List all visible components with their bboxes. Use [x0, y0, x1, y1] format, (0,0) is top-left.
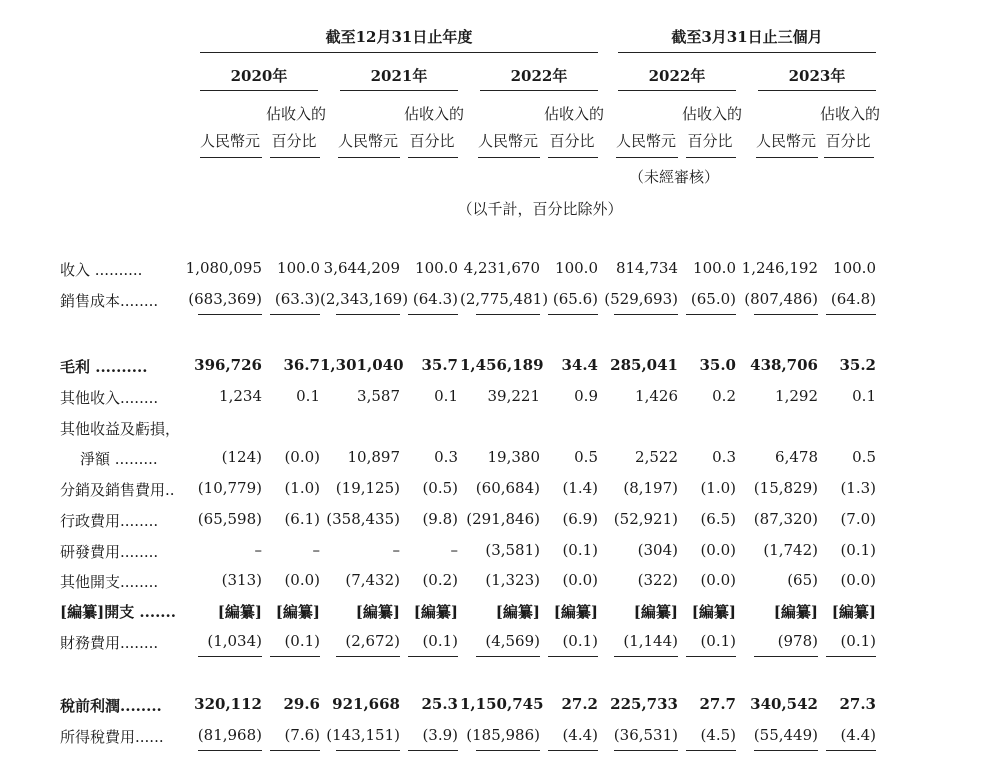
amount-cell: (10,779) [197, 479, 262, 497]
pct-cell: (7.6) [284, 726, 320, 744]
col-pct-header-line2: 百分比 [687, 132, 733, 150]
pct-cell: (0.0) [840, 571, 876, 589]
subtotal-underline [614, 314, 678, 315]
subtotal-underline [548, 750, 598, 751]
subtotal-underline [826, 656, 876, 657]
pct-cell: (6.1) [284, 510, 320, 528]
pct-cell: (3.9) [422, 726, 458, 744]
subtotal-underline [476, 656, 540, 657]
amount-cell: (1,034) [207, 632, 262, 650]
subtotal-underline [336, 656, 400, 657]
pct-cell: (6.9) [562, 510, 598, 528]
amount-cell: 921,668 [332, 695, 400, 713]
col-pct-header-line2: 百分比 [549, 132, 595, 150]
subtotal-underline [270, 656, 320, 657]
subtotal-underline [826, 314, 876, 315]
amount-cell: 396,726 [194, 356, 262, 374]
pct-cell: 0.5 [852, 448, 876, 466]
pct-cell: 36.7 [283, 356, 320, 374]
amount-cell: (65) [787, 571, 818, 589]
pct-cell: 35.0 [699, 356, 736, 374]
amount-cell: 1,292 [775, 387, 818, 405]
pct-cell: 0.1 [296, 387, 320, 405]
col-rmb-header: 人民幣元 [199, 132, 260, 150]
amount-cell: (3,581) [485, 541, 540, 559]
pct-cell: (6.5) [700, 510, 736, 528]
col-underline [686, 157, 736, 158]
pct-cell: 0.2 [712, 387, 736, 405]
row-label: 收入 .......... [60, 261, 143, 279]
amount-cell: 1,150,745 [460, 695, 544, 713]
amount-cell: 6,478 [775, 448, 818, 466]
row-label: 財務費用........ [60, 634, 159, 652]
amount-cell: [編纂] [217, 603, 262, 621]
subtotal-underline [198, 314, 262, 315]
amount-cell: (978) [777, 632, 818, 650]
pct-cell: (1.0) [284, 479, 320, 497]
pct-cell: (4.4) [562, 726, 598, 744]
pct-cell: 35.2 [839, 356, 876, 374]
amount-cell: (2,343,169) [320, 290, 409, 308]
row-label: 銷售成本........ [60, 292, 159, 310]
row-label: [編纂]開支 ....... [60, 603, 176, 621]
amount-cell: 225,733 [610, 695, 678, 713]
pct-cell: (0.1) [422, 632, 458, 650]
amount-cell: (1,742) [763, 541, 818, 559]
year-underline-2021 [340, 90, 458, 91]
pct-cell: [編纂] [553, 603, 598, 621]
col-underline [270, 157, 320, 158]
subtotal-underline [198, 656, 262, 657]
pct-cell: [編纂] [831, 603, 876, 621]
amount-cell: 1,456,189 [460, 356, 544, 374]
year-underline-2020 [200, 90, 318, 91]
amount-cell: (19,125) [335, 479, 400, 497]
group-underline-q [618, 52, 876, 53]
amount-cell: 1,246,192 [741, 259, 818, 277]
pct-cell: [編纂] [413, 603, 458, 621]
pct-cell: (64.3) [412, 290, 458, 308]
pct-cell: 27.2 [561, 695, 598, 713]
col-pct-header-line1: 佔收入的 [544, 105, 605, 123]
pct-cell: (0.1) [562, 541, 598, 559]
amount-cell: (143,151) [326, 726, 400, 744]
amount-cell: (4,569) [485, 632, 540, 650]
pct-cell: (0.5) [422, 479, 458, 497]
col-pct-header-line1: 佔收入的 [404, 105, 465, 123]
row-label: 行政費用........ [60, 512, 159, 530]
pct-cell: [編纂] [275, 603, 320, 621]
col-pct-header-line2: 百分比 [271, 132, 317, 150]
amount-cell: 4,231,670 [463, 259, 540, 277]
col-pct-header-line2: 百分比 [409, 132, 455, 150]
col-pct-header-line1: 佔收入的 [820, 105, 881, 123]
amount-cell: 1,426 [635, 387, 678, 405]
amount-cell: 814,734 [615, 259, 678, 277]
col-rmb-header: 人民幣元 [755, 132, 816, 150]
amount-cell: (313) [221, 571, 262, 589]
amount-cell: [編纂] [495, 603, 540, 621]
pct-cell: (0.0) [562, 571, 598, 589]
row-label: 其他收入........ [60, 389, 159, 407]
amount-cell: 1,080,095 [185, 259, 262, 277]
col-underline [408, 157, 458, 158]
amount-cell: (291,846) [466, 510, 540, 528]
pct-cell: 27.7 [699, 695, 736, 713]
row-label: 毛利 .......... [60, 358, 148, 376]
subtotal-underline [548, 314, 598, 315]
amount-cell: (7,432) [345, 571, 400, 589]
amount-cell: (1,144) [623, 632, 678, 650]
amount-cell: (185,986) [466, 726, 540, 744]
pct-cell: (65.6) [552, 290, 598, 308]
amount-cell: 438,706 [750, 356, 818, 374]
pct-cell: 100.0 [555, 259, 598, 277]
pct-cell: 100.0 [415, 259, 458, 277]
pct-cell: (0.1) [840, 632, 876, 650]
pct-cell: (0.1) [284, 632, 320, 650]
amount-cell: 3,644,209 [323, 259, 400, 277]
row-label: 研發費用........ [60, 543, 159, 561]
col-underline [616, 157, 678, 158]
subtotal-underline [754, 656, 818, 657]
pct-cell: 0.3 [434, 448, 458, 466]
subtotal-underline [686, 314, 736, 315]
pct-cell: (4.4) [840, 726, 876, 744]
year-underline-2022 [480, 90, 598, 91]
amount-cell: (322) [637, 571, 678, 589]
subtotal-underline [476, 314, 540, 315]
subtotal-underline [548, 656, 598, 657]
col-pct-header-line2: 百分比 [825, 132, 871, 150]
subtotal-underline [686, 750, 736, 751]
pct-cell: (1.4) [562, 479, 598, 497]
col-underline [756, 157, 818, 158]
amount-cell: 3,587 [357, 387, 400, 405]
amount-cell: (2,775,481) [460, 290, 549, 308]
subtotal-underline [408, 750, 458, 751]
amount-cell: [編纂] [773, 603, 818, 621]
pct-cell: (0.1) [840, 541, 876, 559]
amount-cell: (60,684) [475, 479, 540, 497]
pct-cell: 100.0 [833, 259, 876, 277]
col-underline [478, 157, 540, 158]
pct-cell: 34.4 [561, 356, 598, 374]
pct-cell: (0.1) [562, 632, 598, 650]
row-label: 所得稅費用...... [60, 728, 164, 746]
year-header-2022: 2022年 [510, 67, 568, 85]
amount-cell: 1,234 [219, 387, 262, 405]
amount-cell: 10,897 [347, 448, 400, 466]
amount-cell: (358,435) [326, 510, 400, 528]
subtotal-underline [476, 750, 540, 751]
pct-cell: 100.0 [693, 259, 736, 277]
pct-cell: 0.1 [852, 387, 876, 405]
quarter-group-header: 截至3月31日止三個月 [671, 28, 823, 46]
row-label: 其他開支........ [60, 573, 159, 591]
pct-cell: (7.0) [840, 510, 876, 528]
amount-cell: [編纂] [355, 603, 400, 621]
col-underline [824, 157, 874, 158]
pct-cell: (4.5) [700, 726, 736, 744]
subtotal-underline [198, 750, 262, 751]
row-label: 稅前利潤........ [60, 697, 162, 715]
subtotal-underline [408, 314, 458, 315]
units-note: （以千計，百分比除外） [457, 200, 623, 218]
col-pct-header-line1: 佔收入的 [266, 105, 327, 123]
subtotal-underline [614, 750, 678, 751]
pct-cell: (0.0) [700, 541, 736, 559]
pct-cell: 27.3 [839, 695, 876, 713]
pct-cell: – [312, 541, 320, 559]
pct-cell: 100.0 [277, 259, 320, 277]
row-label: 淨額 ......... [80, 450, 158, 468]
amount-cell: (807,486) [744, 290, 818, 308]
pct-cell: (0.1) [700, 632, 736, 650]
pct-cell: 0.1 [434, 387, 458, 405]
pct-cell: 0.9 [574, 387, 598, 405]
subtotal-underline [408, 656, 458, 657]
year-header-2021: 2021年 [370, 67, 428, 85]
row-label: 分銷及銷售費用.. [60, 481, 175, 499]
pct-cell: (0.0) [284, 448, 320, 466]
pct-cell: (64.8) [830, 290, 876, 308]
col-rmb-header: 人民幣元 [337, 132, 398, 150]
subtotal-underline [336, 750, 400, 751]
subtotal-underline [270, 750, 320, 751]
amount-cell: 1,301,040 [320, 356, 404, 374]
amount-cell: (65,598) [197, 510, 262, 528]
subtotal-underline [754, 750, 818, 751]
col-underline [200, 157, 262, 158]
amount-cell: [編纂] [633, 603, 678, 621]
year-header-2022-q: 2022年 [648, 67, 706, 85]
amount-cell: (52,921) [613, 510, 678, 528]
pct-cell: (63.3) [274, 290, 320, 308]
year-underline-2022-q [618, 90, 736, 91]
year-underline-2023-q [758, 90, 876, 91]
amount-cell: (683,369) [188, 290, 262, 308]
amount-cell: 39,221 [487, 387, 540, 405]
amount-cell: (87,320) [753, 510, 818, 528]
subtotal-underline [614, 656, 678, 657]
pct-cell: (1.3) [840, 479, 876, 497]
col-underline [548, 157, 598, 158]
year-header-2020: 2020年 [230, 67, 288, 85]
unaudited-note: （未經審核） [628, 168, 719, 186]
amount-cell: (8,197) [623, 479, 678, 497]
pct-cell: 35.7 [421, 356, 458, 374]
pct-cell: (9.8) [422, 510, 458, 528]
amount-cell: – [392, 541, 400, 559]
amount-cell: 19,380 [487, 448, 540, 466]
pct-cell: (1.0) [700, 479, 736, 497]
fiscal-year-group-header: 截至12月31日止年度 [325, 28, 473, 46]
pct-cell: – [450, 541, 458, 559]
amount-cell: (81,968) [197, 726, 262, 744]
amount-cell: (304) [637, 541, 678, 559]
col-pct-header-line1: 佔收入的 [682, 105, 743, 123]
amount-cell: (1,323) [485, 571, 540, 589]
pct-cell: (0.0) [700, 571, 736, 589]
group-underline-fy [200, 52, 598, 53]
pct-cell: 29.6 [283, 695, 320, 713]
amount-cell: (55,449) [753, 726, 818, 744]
pct-cell: [編纂] [691, 603, 736, 621]
subtotal-underline [754, 314, 818, 315]
col-rmb-header: 人民幣元 [615, 132, 676, 150]
amount-cell: (124) [221, 448, 262, 466]
subtotal-underline [686, 656, 736, 657]
amount-cell: (36,531) [613, 726, 678, 744]
pct-cell: (0.0) [284, 571, 320, 589]
pct-cell: 0.3 [712, 448, 736, 466]
pct-cell: 25.3 [421, 695, 458, 713]
pct-cell: 0.5 [574, 448, 598, 466]
col-underline [338, 157, 400, 158]
subtotal-underline [336, 314, 400, 315]
amount-cell: 2,522 [635, 448, 678, 466]
amount-cell: (529,693) [604, 290, 678, 308]
year-header-2023-q: 2023年 [788, 67, 846, 85]
amount-cell: (2,672) [345, 632, 400, 650]
pct-cell: (0.2) [422, 571, 458, 589]
row-label: 其他收益及虧損， [60, 420, 181, 438]
amount-cell: – [254, 541, 262, 559]
amount-cell: 285,041 [610, 356, 678, 374]
subtotal-underline [270, 314, 320, 315]
col-rmb-header: 人民幣元 [477, 132, 538, 150]
amount-cell: 340,542 [750, 695, 818, 713]
amount-cell: (15,829) [753, 479, 818, 497]
pct-cell: (65.0) [690, 290, 736, 308]
amount-cell: 320,112 [194, 695, 262, 713]
subtotal-underline [826, 750, 876, 751]
